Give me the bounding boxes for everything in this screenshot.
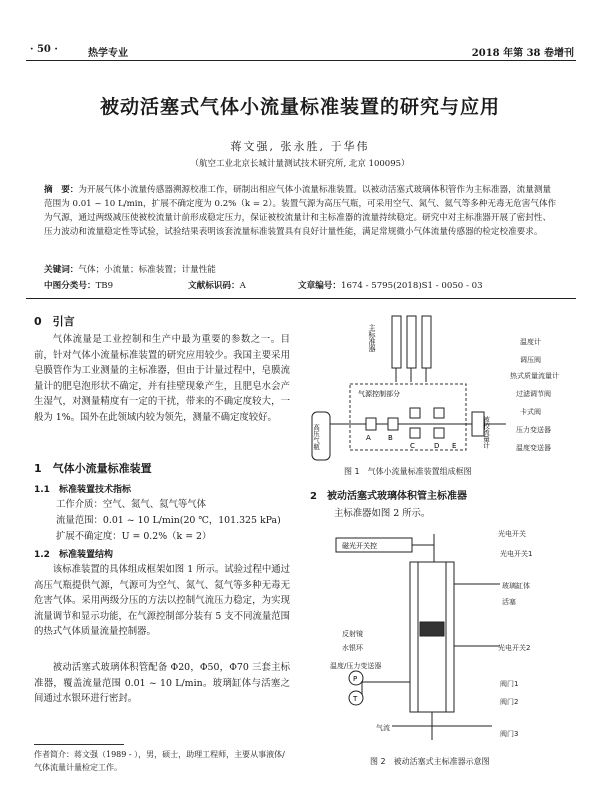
journal-issue: 2018 年第 38 卷增刊 xyxy=(471,48,574,59)
keywords xyxy=(44,263,216,275)
fig1-valve-f xyxy=(434,428,444,438)
doc-value: A xyxy=(239,281,246,291)
fig1-letter-c: C xyxy=(410,442,415,450)
spec-range: 流量范围：0.01 ~ 10 L/min(20 ℃，101.325 kPa) xyxy=(56,515,281,526)
section-0-heading: 0 引言 xyxy=(34,315,75,328)
fig1-valve-e xyxy=(434,408,444,418)
fig2-label-valve-3: 阀门3 xyxy=(500,730,519,738)
structure-paragraph: 该标准装置的具体组成框架如图 1 所示。试验过程中通过高压气瓶提供气源，气源可为空气、氮气、氦气等多种无毒无危害气体。采用两级分压的方法以控制气流压力稳定，为实现流量调节和显示功能，在气源控制部分装有 5 支不同流量范围的热式气体质量流量控制器。 xyxy=(34,564,290,637)
fig2-top-box-label: 磁光开关控 xyxy=(342,542,377,550)
fig2-label-mercury-ring: 水银环 xyxy=(342,644,363,652)
fig1-valve-d xyxy=(410,428,420,438)
figure-2-caption: 图 2 被动活塞式主标准器示意图 xyxy=(370,757,490,766)
doc-label: 文献标识码： xyxy=(188,281,240,291)
fig1-gas-control-label: 气源控制部分 xyxy=(358,390,400,398)
clc-value: TB9 xyxy=(95,281,114,291)
abstract xyxy=(44,183,558,239)
fig1-legend-temp-tx: 温度变送器 xyxy=(516,444,551,452)
paper-title: 被动活塞式气体小流量标准装置的研究与应用 xyxy=(99,96,500,118)
spec-medium: 工作介质：空气、氮气、氦气等气体 xyxy=(56,499,207,510)
figure-2 xyxy=(322,526,574,752)
spec-uncertainty: 扩展不确定度：U = 0.2%（k = 2） xyxy=(56,531,212,542)
fig1-letter-d: D xyxy=(434,442,440,450)
tube-3 xyxy=(422,316,431,368)
footnote-rule xyxy=(34,744,124,745)
tube-2 xyxy=(407,316,416,368)
tube-1 xyxy=(392,316,401,368)
fig1-legend-thermometer: 温度计 xyxy=(520,338,541,346)
keywords-label: 关键词： xyxy=(44,265,79,275)
header-rule xyxy=(26,60,576,61)
fig2-label-valve-2: 阀门2 xyxy=(500,698,519,706)
fig2-gauge-p: P xyxy=(353,675,358,683)
fig2-piston xyxy=(420,622,444,636)
fig1-legend-filter-valve: 过滤调节阀 xyxy=(516,390,551,398)
fig1-legend-thermal-mfm: 热式质量流量计 xyxy=(510,372,559,380)
section-1-heading: 1 气体小流量标准装置 xyxy=(34,462,152,475)
structure-paragraph-2: 被动活塞式玻璃体积管配备 Φ20，Φ50，Φ70 三套主标准器，覆盖流量范围 0.01 ~ 10 L/min。玻璃缸体与活塞之间通过水银环进行密封。 xyxy=(34,662,290,704)
fig2-label-photo-switch-1: 光电开关1 xyxy=(500,550,533,558)
intro-paragraph: 气体流量是工业控制和生产中最为重要的参数之一。目前，针对气体小流量标准装置的研究应用较少。我国主要采用皂膜管作为工业测量的主标准器，但由于计量过程中，皂膜流量计的肥皂泡形状不确定，并有挂壁现象产生，且肥皂水会产生湿气，对测量精度有一定的干扰，带来的不确定度较大，一般为 1%。国外在此领域内较为领先，测量不确定度较好。 xyxy=(34,334,290,423)
fig2-label-valve-1: 阀门1 xyxy=(500,680,519,688)
fig1-dut-label: 被校流量计 xyxy=(482,416,490,449)
art-label: 文章编号： xyxy=(298,281,341,291)
affiliation: （航空工业北京长城计量测试技术研究所, 北京 100095） xyxy=(190,159,410,169)
section-2-heading: 2 被动活塞式玻璃体积管主标准器 xyxy=(310,491,467,502)
fig2-gauge-t: T xyxy=(353,695,358,703)
clc-label: 中图分类号： xyxy=(44,281,96,291)
keywords-text: 气体；小流量；标准装置；计量性能 xyxy=(78,265,216,275)
section-1-1-heading: 1.1 标准装置技术指标 xyxy=(34,485,131,495)
fig2-label-mirror: 反射镜 xyxy=(342,630,363,638)
abstract-text: 为开展气体小流量传感器溯源校准工作，研制出相应气体小流量标准装置。以被动活塞式玻璃体积管作为主标准器，流量测量范围为 0.01 ~ 10 L/min，扩展不确定度为 0.2%（k = 2）。装置气源为高压气瓶，可采用空气、氮气、氦气等多种无毒无危害气体作为气源，通过两级减压使被校流量计前形成稳定压力，保证被校流量计和主标准器的流量持续稳定。研究中对主标准器开展了密封性、压力波动和流量稳定性等试验，试验结果表明该套流量标准装置具有良好计量性能，满足常规微小气体流量传感器的检定校准要求。 xyxy=(44,185,557,237)
fig2-label-glass-cylinder: 玻璃缸体 xyxy=(502,582,530,590)
fig1-valve-a xyxy=(366,418,376,430)
author-footnote: 作者简介：蒋文强（1989 - ），男，硕士，助理工程师，主要从事液体/气体流量计量检定工作。 xyxy=(34,750,285,772)
article-number xyxy=(298,279,483,291)
fig2-label-photo-switch-2: 光电开关2 xyxy=(498,644,531,652)
section-2-text: 主标准器如图 2 所示。 xyxy=(334,508,431,519)
doc-code xyxy=(188,279,246,291)
fig1-legend-pressure-tx: 压力变送器 xyxy=(516,426,551,434)
fig2-label-photo-switch: 光电开关 xyxy=(498,530,526,538)
fig1-letter-b: B xyxy=(388,434,393,442)
fig1-letter-a: A xyxy=(366,434,371,442)
fig1-valve-c xyxy=(410,408,420,418)
abstract-rule xyxy=(26,298,576,299)
fig1-main-std-label: 主标准器 xyxy=(368,324,376,352)
clc-number xyxy=(44,279,113,291)
fig1-legend-regulator: 调压阀 xyxy=(520,356,541,364)
fig1-valve-b xyxy=(388,418,398,430)
fig1-letter-e: E xyxy=(452,442,457,450)
fig1-legend-card-valve: 卡式阀 xyxy=(520,408,541,416)
fig2-label-airflow: 气流 xyxy=(376,724,390,732)
fig2-glass-cylinder xyxy=(410,562,454,712)
abstract-label: 摘 要： xyxy=(44,185,79,195)
fig2-label-tp-transmitter: 温度/压力变送器 xyxy=(330,662,382,670)
figure-1 xyxy=(306,312,578,464)
journal-section: 热学专业 xyxy=(88,48,128,59)
fig1-cylinder-label: 高压气瓶 xyxy=(312,424,320,450)
section-1-2-heading: 1.2 标准装置结构 xyxy=(34,550,113,560)
fig2-label-piston: 活塞 xyxy=(502,598,516,606)
figure-1-caption: 图 1 气体小流量标准装置组成框图 xyxy=(344,467,472,476)
authors: 蒋文强, 张永胜, 于华伟 xyxy=(230,140,370,153)
fig1-main-standard-tubes xyxy=(392,316,431,382)
art-value: 1674 - 5795(2018)S1 - 0050 - 03 xyxy=(340,281,483,291)
page-number: · 50 · xyxy=(30,44,58,55)
